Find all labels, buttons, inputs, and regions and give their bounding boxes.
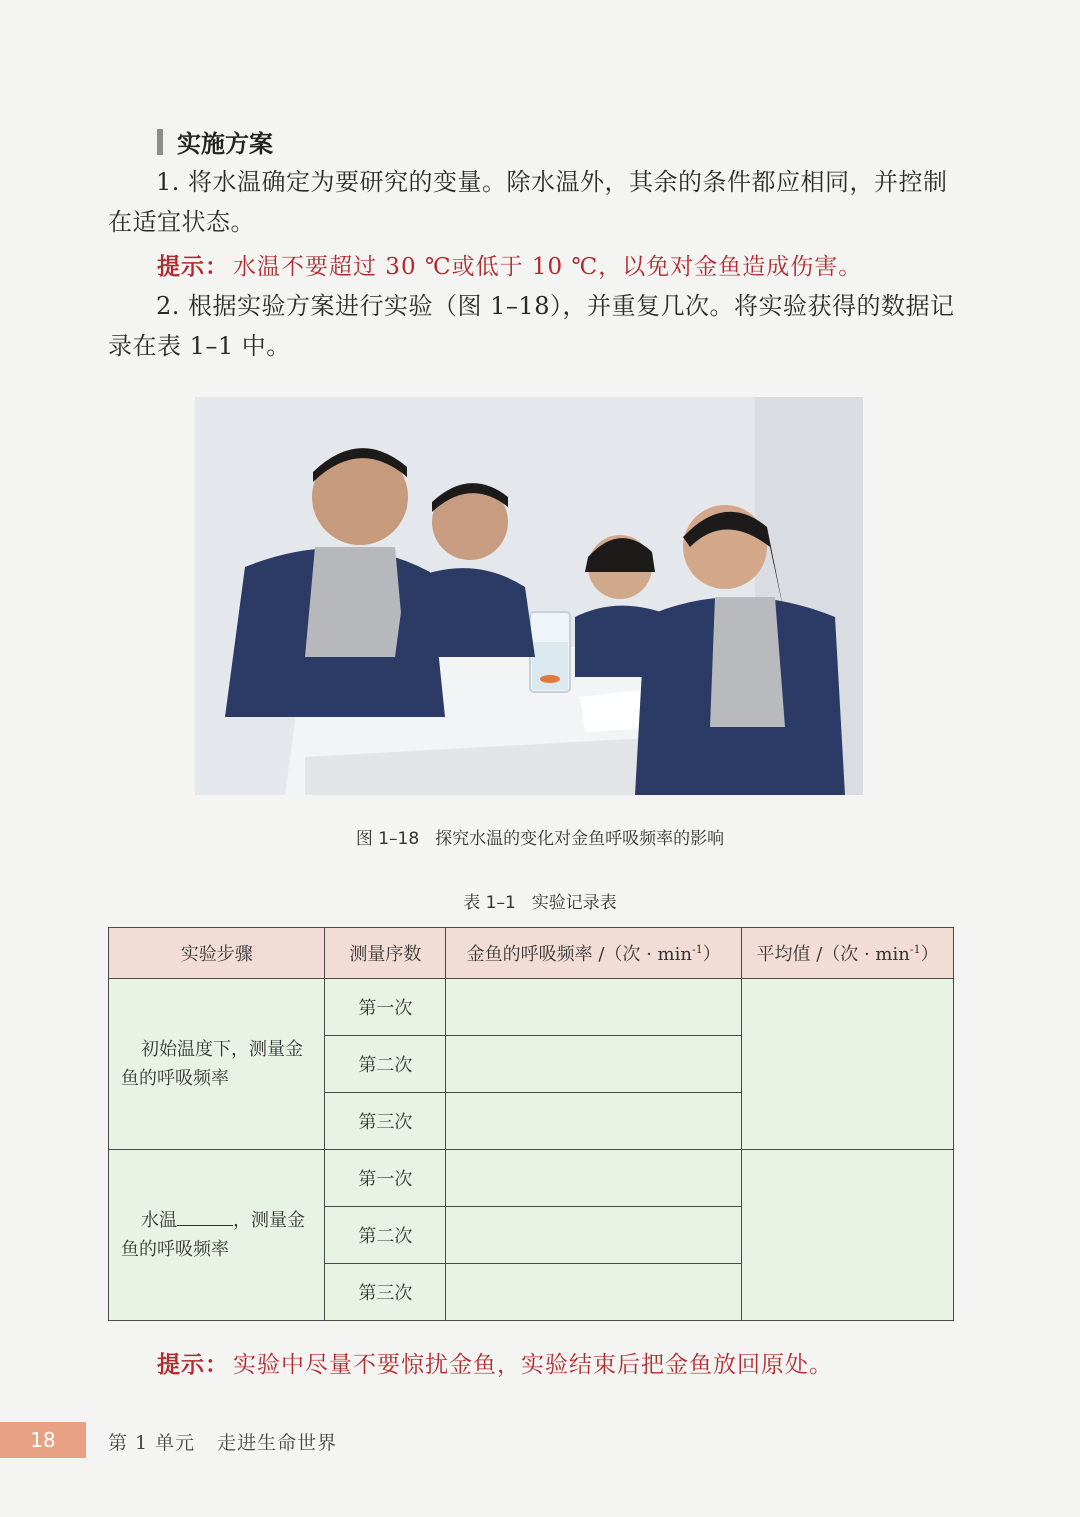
rate-cell: [446, 1036, 742, 1093]
record-table: [108, 927, 954, 1321]
seq-cell: 第一次: [325, 1150, 446, 1207]
page-number: 18: [0, 1422, 86, 1458]
table-row: [109, 979, 954, 1036]
header-seq: 测量序数: [325, 928, 446, 979]
tip-1: [157, 248, 862, 281]
seq-cell: 第一次: [325, 979, 446, 1036]
rate-cell: [446, 1207, 742, 1264]
tip-text: 实验中尽量不要惊扰金鱼，实验结束后把金鱼放回原处。: [233, 1352, 833, 1378]
section-heading: [157, 124, 273, 159]
header-rate: 金鱼的呼吸频率 /（次 · $\min^{-1}$）: [446, 928, 742, 979]
paragraph-1: 1. 将水温确定为要研究的变量。除水温外，其余的条件都应相同，并控制在适宜状态。: [108, 168, 948, 236]
seq-cell: 第二次: [325, 1036, 446, 1093]
step-cell: 水温 ，测量金鱼的呼吸频率: [109, 1150, 325, 1321]
footer-unit: 第 1 单元: [108, 1432, 196, 1454]
table-title-text: 实验记录表: [531, 893, 617, 913]
table-header-row: [109, 928, 954, 979]
avg-cell: [742, 979, 954, 1150]
fill-in-blank: [177, 1207, 233, 1226]
section-heading-text: 实施方案: [177, 130, 273, 158]
footer-unit-title: 走进生命世界: [217, 1432, 338, 1454]
tip-2: [157, 1346, 833, 1379]
seq-cell: 第三次: [325, 1093, 446, 1150]
experiment-photo: [195, 397, 863, 795]
tip-label: 提示：: [157, 254, 229, 280]
rate-cell: [446, 979, 742, 1036]
table-row: [109, 1150, 954, 1207]
seq-cell: 第二次: [325, 1207, 446, 1264]
figure-caption-text: 探究水温的变化对金鱼呼吸频率的影响: [435, 829, 725, 849]
header-avg: 平均值 /（次 · $\min^{-1}$）: [742, 928, 954, 979]
heading-bar: [157, 129, 163, 155]
rate-cell: [446, 1150, 742, 1207]
header-step: 实验步骤: [109, 928, 325, 979]
rate-cell: [446, 1093, 742, 1150]
tip-text: 水温不要超过 30 ℃或低于 10 ℃，以免对金鱼造成伤害。: [233, 254, 863, 280]
table-number: 表 1–1: [463, 893, 516, 913]
figure-caption: [0, 824, 1080, 849]
paragraph-2: 2. 根据实验方案进行实验（图 1–18），并重复几次。将实验获得的数据记录在表 1–1 中。: [108, 292, 955, 360]
step-cell: 初始温度下，测量金鱼的呼吸频率: [109, 979, 325, 1150]
rate-cell: [446, 1264, 742, 1321]
figure-number: 图 1–18: [355, 829, 420, 849]
table-title: [0, 888, 1080, 913]
avg-cell: [742, 1150, 954, 1321]
seq-cell: 第三次: [325, 1264, 446, 1321]
tip-label: 提示：: [157, 1352, 229, 1378]
running-footer: [108, 1428, 337, 1455]
students-illustration: [195, 397, 863, 795]
